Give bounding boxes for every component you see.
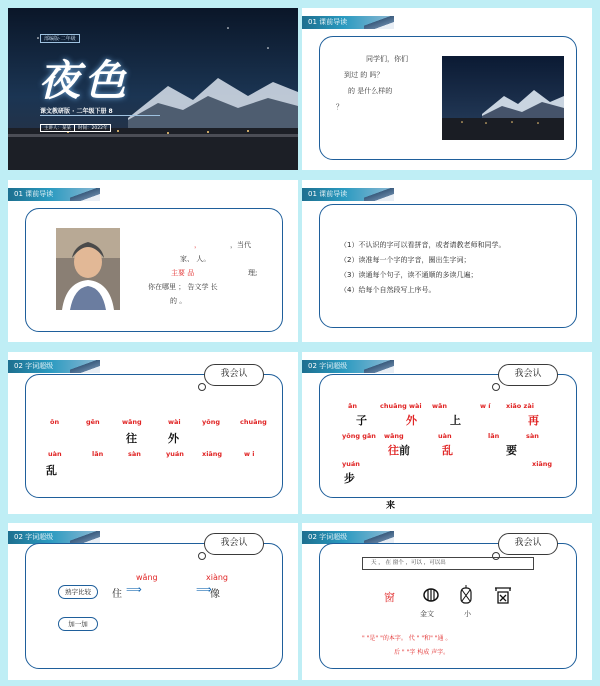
author-portrait [56, 228, 120, 310]
char-left: 住 [112, 589, 122, 600]
hanzi: 往 [126, 432, 137, 445]
definition-box: 天 ， 在 窗个 ，可以 ，可以出 [362, 557, 534, 570]
label-xiao: 小 [464, 610, 471, 618]
slide-intro-question[interactable] [302, 8, 592, 170]
arrow-icon: ⟹ [196, 583, 212, 596]
pinyin: uàn [48, 450, 62, 458]
tip-item-2: （2）读准每一个字的字音，圈出生字词； [340, 256, 471, 264]
regular-char-icon [492, 583, 514, 605]
section-tag: 02 字词超级 [8, 531, 100, 544]
cloud-label: 我会认 [498, 533, 558, 555]
hanzi: 乱 [46, 464, 57, 477]
pinyin: xiāng [202, 450, 223, 458]
pinyin: yǒng gǎn [342, 432, 376, 440]
cover-title: 夜色 [38, 56, 131, 105]
section-tag: 02 字词超级 [302, 531, 394, 544]
hanzi: 子 [356, 414, 367, 427]
pinyin: lǎn [488, 432, 500, 440]
slide-author[interactable] [8, 180, 298, 342]
tip-item-3: （3）读通每个句子，读不通顺的多读几遍； [340, 271, 478, 279]
seal-char-icon [458, 585, 474, 605]
slide-cover[interactable] [8, 8, 298, 170]
question-line-3: 的 是什么样的 [348, 87, 393, 95]
pinyin: chuāng [240, 418, 267, 426]
slide-characters-1[interactable] [8, 352, 298, 514]
bio-line-2: 家、 人。 [180, 255, 211, 263]
pinyin: wǎn [432, 402, 448, 410]
pinyin-left: wǎng [136, 573, 158, 582]
content-frame [25, 543, 283, 669]
red-char: 窗 [384, 591, 395, 604]
bio-line-1: ，当代 [230, 241, 251, 249]
cover-meta-left: 主讲人：某某 [40, 124, 75, 132]
section-tag: 01 课前导读 [8, 188, 100, 201]
bio-line-1-red: ， [194, 241, 201, 249]
pinyin: sàn [128, 450, 141, 458]
pinyin-right: xiàng [206, 573, 229, 582]
cloud-label: 我会认 [204, 533, 264, 555]
cloud-label: 我会认 [204, 364, 264, 386]
pinyin: yuán [166, 450, 184, 458]
section-tag: 02 字词超级 [8, 360, 100, 373]
pinyin: wǎng [384, 432, 404, 440]
bio-line-3-red: 主要 品 [171, 269, 195, 277]
pinyin: lǎn [92, 450, 104, 458]
question-line-4: ？ [336, 103, 343, 111]
question-line-2: 到过 的 吗？ [344, 71, 384, 79]
slide-reading-tips[interactable] [302, 180, 592, 342]
label-jinwen: 金文 [420, 610, 434, 618]
hanzi: 步 [344, 472, 355, 485]
tip-item-1: （1）不认识的字可以看拼音，或者请教老师和同学。 [340, 241, 506, 249]
content-frame [25, 374, 283, 498]
bio-line-3: 理; [248, 269, 258, 277]
pinyin: w í [480, 402, 491, 410]
night-city-photo [442, 56, 564, 140]
pinyin: uàn [438, 432, 452, 440]
arrow-icon: ⟹ [126, 583, 142, 596]
hanzi: 上 [450, 414, 461, 427]
hanzi [388, 442, 410, 458]
hanzi-red-part: 往 [388, 444, 399, 457]
cover-subtitle: 课文教研版 · 二年级下册 8 [40, 108, 113, 115]
pinyin: chuāng wài [380, 402, 422, 410]
section-tag: 02 字词超级 [302, 360, 394, 373]
add-button[interactable]: 加一加 [58, 617, 98, 631]
cloud-label: 我会认 [498, 364, 558, 386]
question-line-1: 同学们，你们 [366, 55, 408, 63]
pinyin: ǒn [50, 418, 60, 426]
pinyin: sàn [526, 432, 539, 440]
hanzi: 再 [528, 414, 539, 427]
content-frame [319, 204, 577, 328]
slide-etymology[interactable] [302, 523, 592, 680]
slide-characters-2[interactable] [302, 352, 592, 514]
section-tag: 01 课前导读 [302, 16, 394, 29]
cover-divider [40, 115, 160, 116]
explanation-line-1: " "是" "的本字。 代 " "和" "通 。 [362, 635, 452, 642]
pinyin: w i [244, 450, 255, 458]
pinyin: wài [168, 418, 181, 426]
pinyin: yuán [342, 460, 360, 468]
cover-meta-right: 时间：2022年 [74, 124, 111, 132]
pinyin: yǒng [202, 418, 220, 426]
pinyin: gēn [86, 418, 100, 426]
tip-item-4: （4）给每个自然段写上序号。 [340, 286, 436, 294]
cover-badge: 部编版·二年级 [40, 34, 80, 43]
pinyin: xiǎo zài [506, 402, 534, 410]
hanzi: 要 [506, 444, 517, 457]
char-right: 像 [210, 589, 220, 600]
compare-button[interactable]: 熟字比较 [58, 585, 98, 599]
hanzi: 乱 [442, 444, 453, 457]
bio-line-5: 的 。 [170, 297, 187, 305]
explanation-line-2: 后 " "字 构成 声字。 [394, 649, 450, 656]
hanzi: 外 [168, 432, 179, 445]
hanzi-black-part: 前 [399, 444, 410, 457]
ancient-char-icon [422, 587, 440, 603]
pinyin: wǎng [122, 418, 142, 426]
pinyin: xiāng [532, 460, 553, 468]
bio-line-4: 你在哪里 ； 告文学 长 [148, 283, 218, 291]
hanzi: 外 [406, 414, 417, 427]
section-tag: 01 课前导读 [302, 188, 394, 201]
slide-compare[interactable] [8, 523, 298, 680]
pinyin: ǎn [348, 402, 358, 410]
hanzi-bottom: 来 [386, 501, 396, 511]
